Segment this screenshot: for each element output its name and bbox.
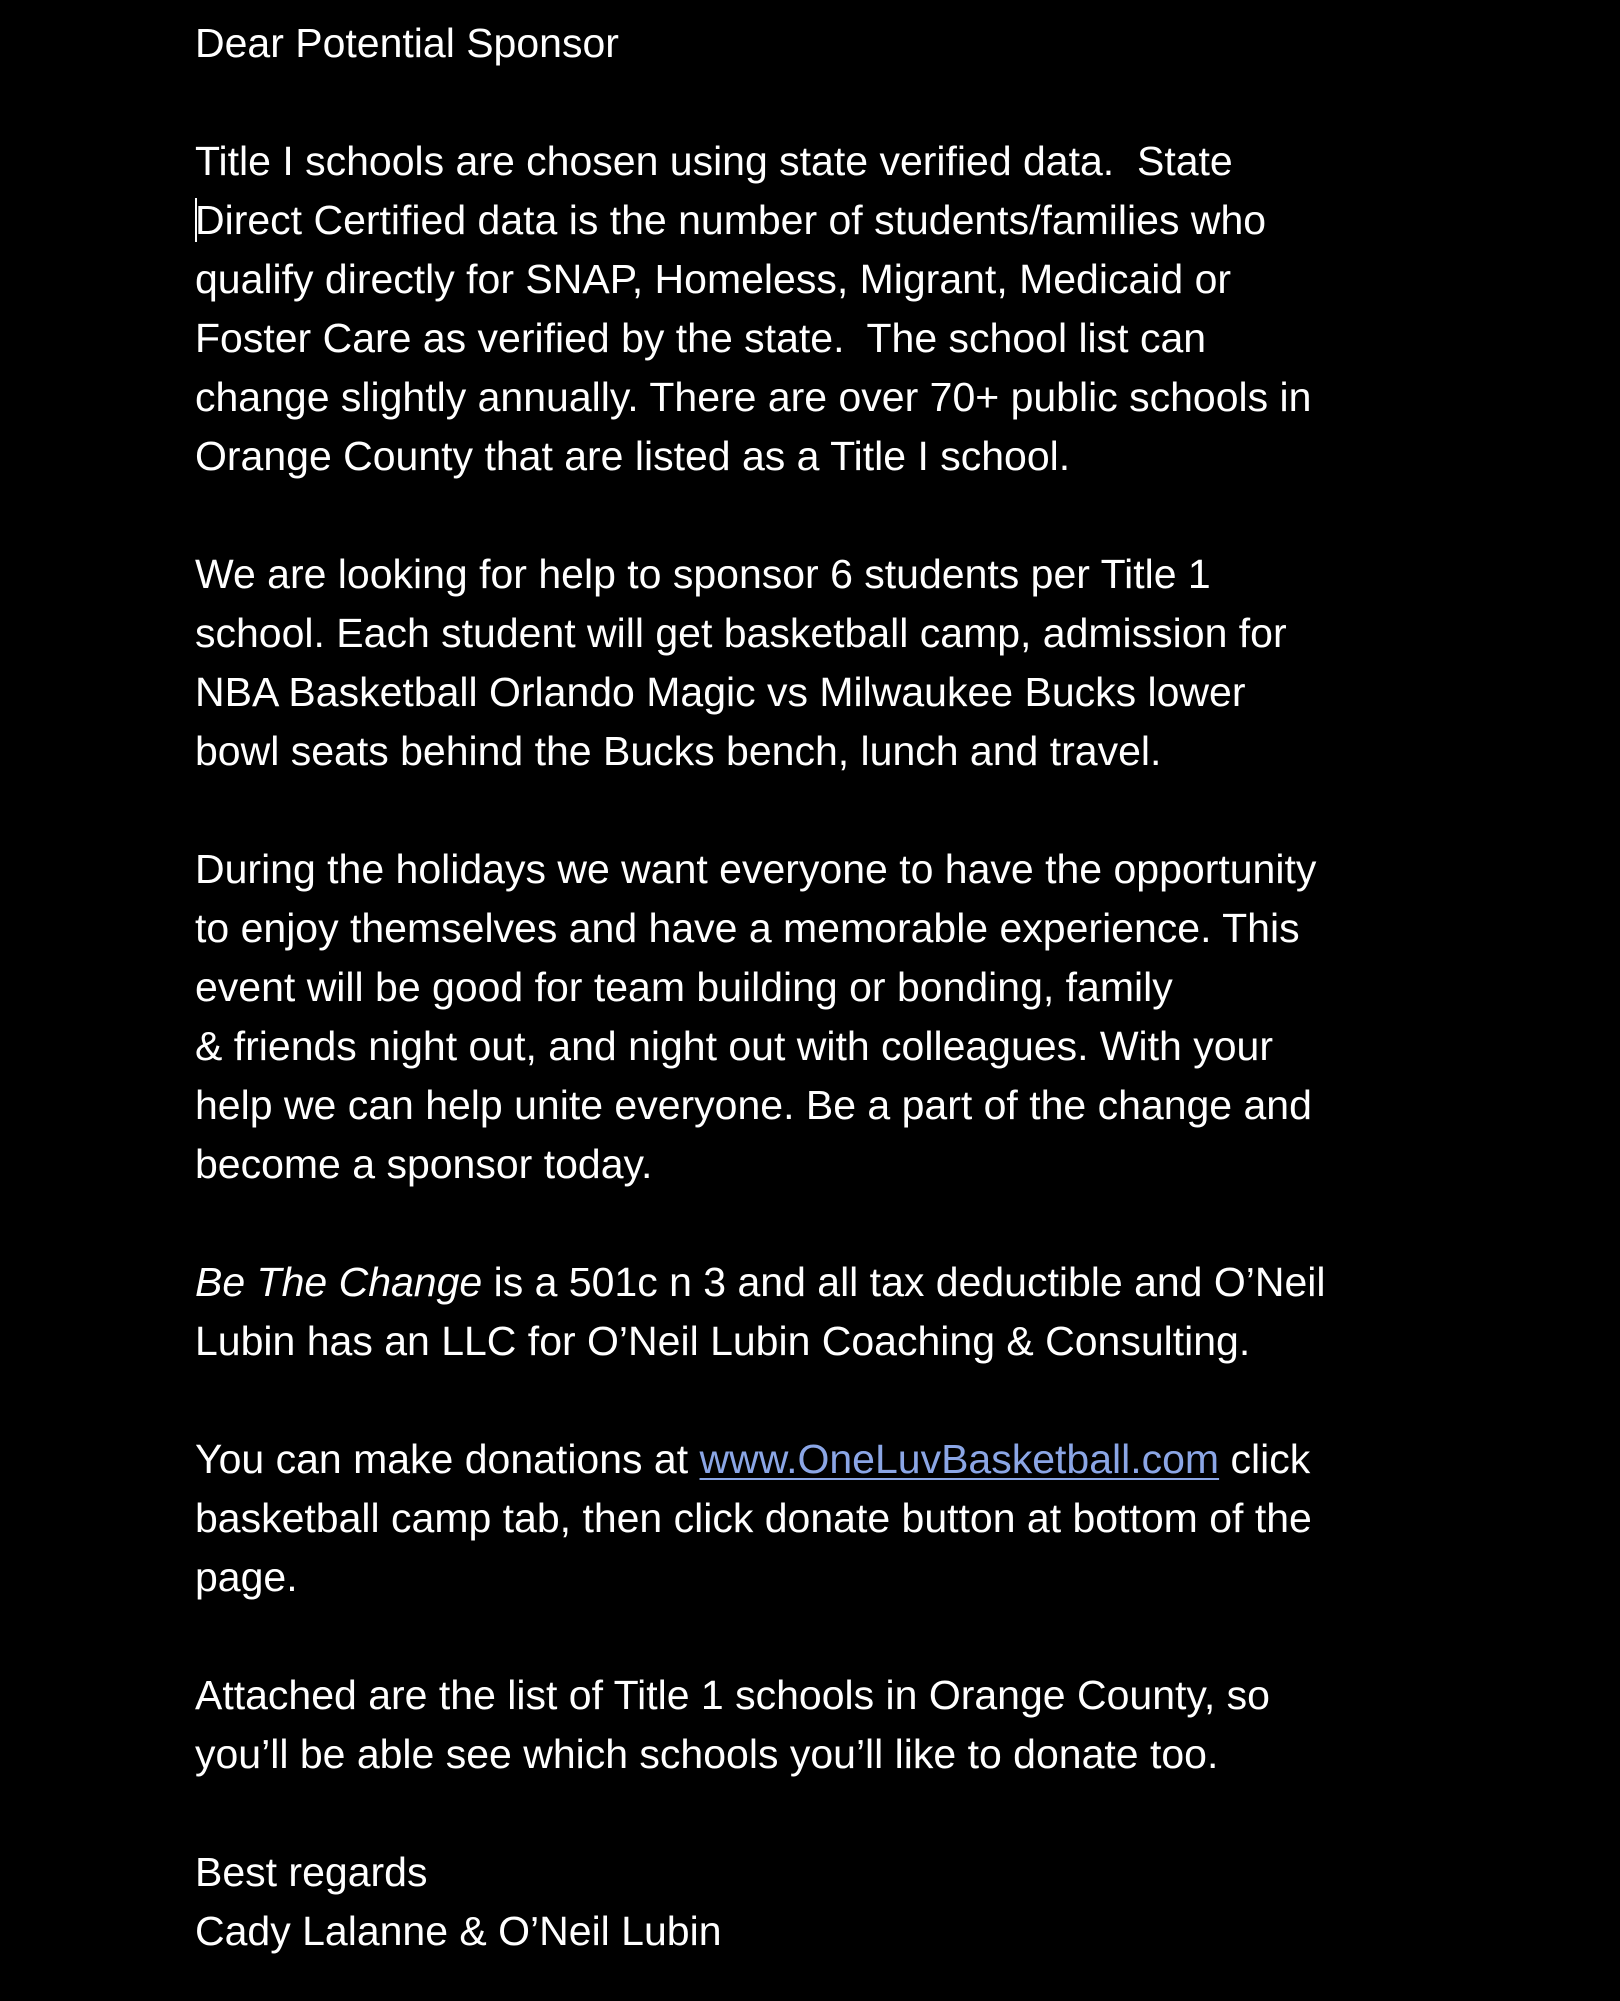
text-line: We are looking for help to sponsor 6 students per Title 1 (195, 551, 1211, 597)
paragraph-sponsor-request (195, 545, 1435, 781)
text-line: event will be good for team building or bonding, family (195, 964, 1173, 1010)
text-line: Be The Change is a 501c n 3 and all tax deductible and O’Neil (195, 1259, 1326, 1305)
salutation: Dear Potential Sponsor (195, 20, 619, 66)
letter-body (195, 14, 1435, 1961)
donation-website-link[interactable]: www.OneLuvBasketball.com (699, 1436, 1220, 1482)
text-line: basketball camp tab, then click donate button at bottom of the (195, 1495, 1312, 1541)
paragraph-gap (195, 73, 1435, 132)
text-line: Title I schools are chosen using state verified data. State (195, 138, 1233, 184)
paragraph-gap (195, 1194, 1435, 1253)
paragraph-gap (195, 486, 1435, 545)
paragraph-holidays (195, 840, 1435, 1194)
text-line: page. (195, 1554, 298, 1600)
text-line: help we can help unite everyone. Be a part of the change and (195, 1082, 1312, 1128)
text-line: you’ll be able see which schools you’ll like to donate too. (195, 1731, 1219, 1777)
paragraph-gap (195, 1371, 1435, 1430)
paragraph-tax-info (195, 1253, 1435, 1371)
text-line: During the holidays we want everyone to have the opportunity (195, 846, 1317, 892)
text-line: qualify directly for SNAP, Homeless, Migrant, Medicaid or (195, 256, 1232, 302)
text-line: & friends night out, and night out with colleagues. With your (195, 1023, 1274, 1069)
text-line: bowl seats behind the Bucks bench, lunch and travel. (195, 728, 1162, 774)
text-line: Attached are the list of Title 1 schools in Orange County, so (195, 1672, 1270, 1718)
paragraph-gap (195, 781, 1435, 840)
text-line: become a sponsor today. (195, 1141, 653, 1187)
text-line: school. Each student will get basketball camp, admission for (195, 610, 1287, 656)
paragraph-gap (195, 1784, 1435, 1843)
paragraph-donations (195, 1430, 1435, 1607)
text-line: NBA Basketball Orlando Magic vs Milwaukee Bucks lower (195, 669, 1246, 715)
text-line: to enjoy themselves and have a memorable experience. This (195, 905, 1300, 951)
signature: Cady Lalanne & O’Neil Lubin (195, 1908, 722, 1954)
text-line: Orange County that are listed as a Title I school. (195, 433, 1071, 479)
text-line: You can make donations at www.OneLuvBasketball.com click (195, 1436, 1311, 1482)
text-line: Foster Care as verified by the state. The school list can (195, 315, 1207, 361)
paragraph-gap (195, 1607, 1435, 1666)
closing (195, 1843, 1435, 1961)
org-name: Be The Change (195, 1259, 483, 1305)
text-line: Direct Certified data is the number of students/families who (195, 197, 1267, 243)
closing-line: Best regards (195, 1849, 428, 1895)
text-line: Lubin has an LLC for O’Neil Lubin Coaching & Consulting. (195, 1318, 1251, 1364)
paragraph-attachment (195, 1666, 1435, 1784)
text-line: change slightly annually. There are over 70+ public schools in (195, 374, 1312, 420)
paragraph-title-i-schools (195, 132, 1435, 486)
